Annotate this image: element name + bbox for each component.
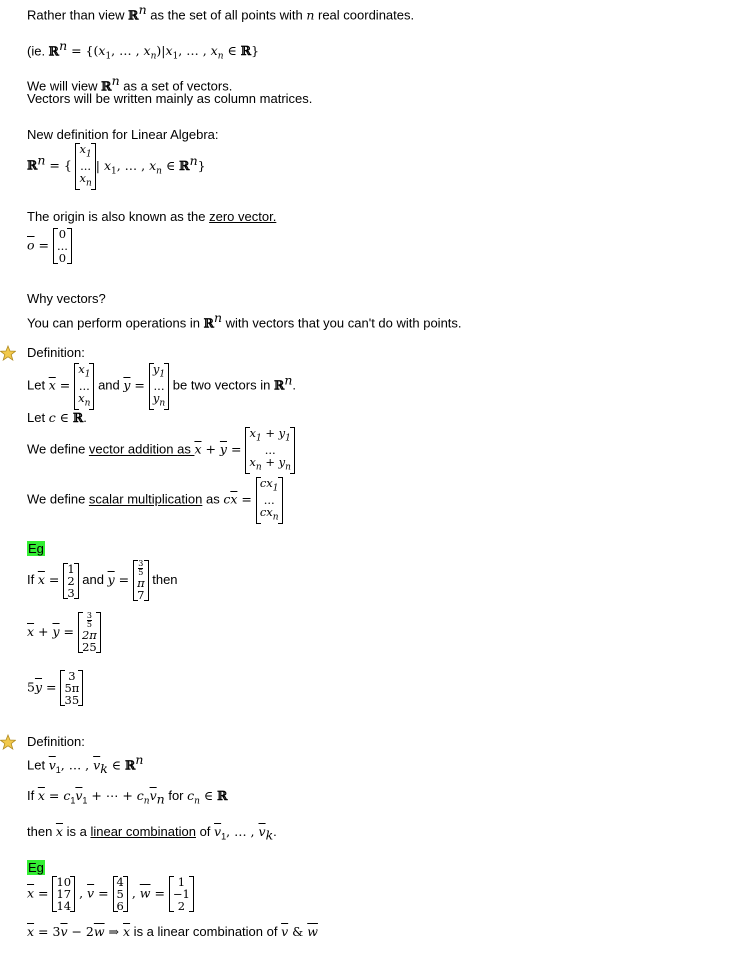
scalar-multiplication-term: scalar multiplication bbox=[88, 491, 203, 507]
set-definition: (ie. ℝ$^n$ = {($x_1$, … , $x_n)|x_1$, … , $x_n$ ∈ ℝ} bbox=[27, 38, 260, 62]
text: as a set of vectors. bbox=[119, 78, 233, 94]
sum-matrix: $x_1 + y_1$ ... $x_n + y_n$ bbox=[245, 427, 295, 474]
ex-5y-matrix: 3 5π 35 bbox=[60, 670, 83, 706]
zero-vector: $\overline{o}$ = 0 ... 0 bbox=[27, 228, 72, 264]
star-icon bbox=[0, 734, 16, 750]
xvec-matrix: $x_1$ ... $x_n$ bbox=[75, 143, 95, 190]
eg-label-1: Eg bbox=[28, 541, 44, 556]
y-matrix: $y_1$ ... $y_n$ bbox=[149, 363, 169, 410]
then-linear-combination: then $\overline{x}$ is a linear combination of $\overline{v}_1$, … , $\overline{v}_k$. bbox=[27, 824, 277, 843]
rn-vector-definition: ℝ$^n$ = { $x_1$ ... $x_n$ | $x_1$, … , $x_n$ ∈ ℝ$^n$} bbox=[27, 142, 206, 189]
line-view-vectors: We will view ℝ$^n$ as a set of vectors. bbox=[27, 73, 233, 94]
definition-label-2: Definition: bbox=[27, 734, 85, 749]
definition-label: Definition: bbox=[27, 345, 85, 360]
why-vectors: Why vectors? bbox=[27, 291, 106, 306]
new-definition-heading: New definition for Linear Algebra: bbox=[27, 127, 219, 142]
eg-label-2: Eg bbox=[28, 860, 44, 875]
ex2-w-matrix: 1 −1 2 bbox=[169, 876, 194, 912]
text: We will view bbox=[27, 78, 102, 94]
zero-vector-term: zero vector. bbox=[209, 209, 277, 224]
text: Rather than view bbox=[27, 7, 129, 23]
operations-line: You can perform operations in ℝ$^n$ with vectors that you can't do with points. bbox=[27, 310, 462, 331]
vector-addition-term: vector addition bbox=[88, 441, 178, 457]
text: (ie. bbox=[27, 43, 49, 59]
star-icon bbox=[0, 345, 16, 361]
zero-matrix: 0 ... 0 bbox=[53, 228, 72, 264]
text: real coordinates. bbox=[314, 7, 415, 23]
ex-x-matrix: 1 2 3 bbox=[63, 563, 78, 599]
vector-addition-def: We define vector addition as $\overline{x} + \overline{y}$ = $x_1 + y_1$ ... $x_n + y_n$ bbox=[27, 427, 295, 474]
linear-combination-term: linear combination bbox=[90, 824, 196, 839]
line-column-matrices: Vectors will be written mainly as column matrices. bbox=[27, 91, 313, 106]
cx-matrix: $cx_1$ ... $cx_n$ bbox=[256, 477, 283, 524]
x-matrix: $x_1$ ... $x_n$ bbox=[74, 363, 94, 410]
let-c: Let c ∈ ℝ. bbox=[27, 410, 87, 425]
ex-y-matrix: $\frac{3}{5}$ π 7 bbox=[133, 560, 149, 601]
example-if: If $\overline{x}$ = 1 2 3 and $\overline{y}$ = $\frac{3}{5}$ π 7 then bbox=[27, 559, 178, 602]
text: as the set of all points with bbox=[146, 7, 307, 23]
if-combination: If $\overline{x} = c_1\overline{v}_1$ + ⋯ + $c_n\overline{v}_n$ for $c_n$ ∈ ℝ bbox=[27, 788, 228, 807]
ex-sum-matrix: $\frac{3}{5}$ 2π 25 bbox=[78, 612, 101, 653]
intro-line: Rather than view ℝ$^n$ as the set of all points with n real coordinates. bbox=[27, 2, 415, 23]
example-sum: $\overline{x} + \overline{y}$ = $\frac{3}{5}$ 2π 25 bbox=[27, 612, 101, 653]
ex2-v-matrix: 4 5 6 bbox=[113, 876, 128, 912]
scalar-mult-def: We define scalar multiplication as $c\overline{x}$ = $cx_1$ ... $cx_n$ bbox=[27, 477, 283, 524]
example-5y: $5\overline{y}$ = 3 5π 35 bbox=[27, 670, 83, 706]
let-x-y: Let $\overline{x}$ = $x_1$ ... $x_n$ and $\overline{y}$ = $y_1$ ... $y_n$ be two vectors in ℝ$^n$. bbox=[27, 362, 297, 409]
origin-line: The origin is also known as the zero vector. bbox=[27, 209, 277, 224]
example2-vectors: $\overline{x}$ = 10 17 14 , $\overline{v}$ = 4 5 6 , $\overline{w}$ = 1 −1 2 bbox=[27, 876, 194, 912]
ex2-x-matrix: 10 17 14 bbox=[52, 876, 75, 912]
let-vectors: Let $\overline{v}_1$, … , $\overline{v}_k$ ∈ ℝ$^n$ bbox=[27, 752, 144, 776]
example2-conclusion: $\overline{x} = 3\overline{v} - 2\overline{w}$ ⇒ $\overline{x}$ is a linear combination of $\overline{v}$ & $\overline{w}$ bbox=[27, 924, 318, 939]
